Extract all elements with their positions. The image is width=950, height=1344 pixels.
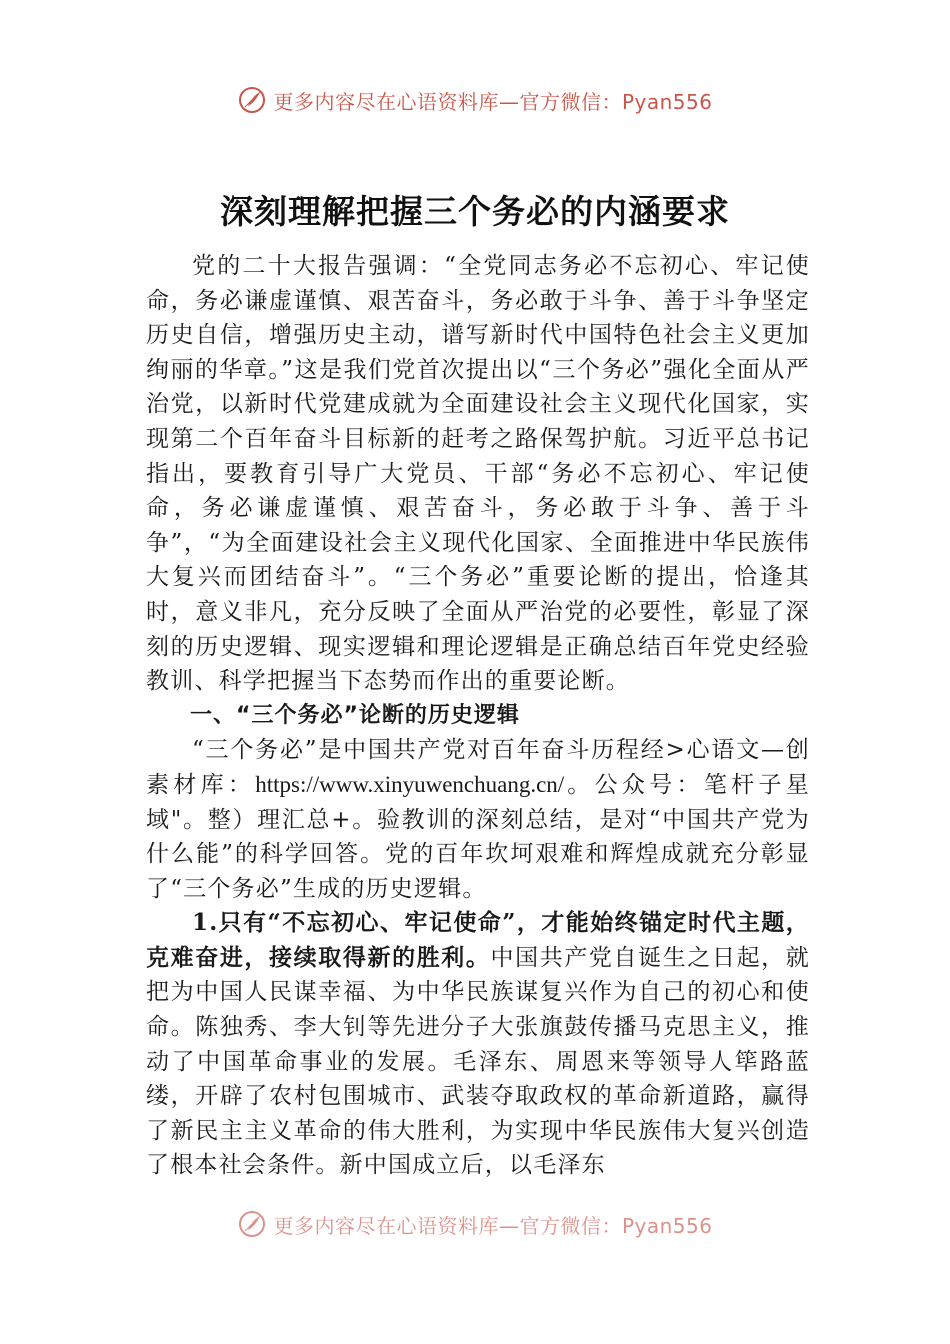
header-watermark: [0, 80, 950, 120]
watermark-text: 更多内容尽在心语资料库—官方微信：Pyan556: [273, 1213, 713, 1238]
paragraph-text: “三个务必”是中国共产党对百年奋斗历程经>心语文—创素材库：: [146, 737, 810, 798]
point-1-lead: 1.只有“不忘初心、牢记使命”，才能始终锚定时代主题，克难奋进，接续取得新的胜利。: [146, 909, 810, 971]
watermark-text: 更多内容尽在心语资料库—官方微信：Pyan556: [273, 89, 713, 114]
paragraph-point-1: [146, 906, 810, 1183]
document-title: 深刻理解把握三个务必的内涵要求: [220, 192, 730, 231]
footer-watermark: [0, 1204, 950, 1244]
paragraph-intro: 党的二十大报告强调：“全党同志务必不忘初心、牢记使命，务必谦虚谨慎、艰苦奋斗，务必敢于斗争、善于斗争坚定历史自信，增强历史主动，谱写新时代中国特色社会主义更加绚丽的华章。”这是我们党首次提出以“三个务必”强化全面从严治党，以新时代党建成就为全面建设社会主义现代化国家，实现第二个百年奋斗目标新的赶考之路保驾护航。习近平总书记指出，要教育引导广大党员、干部“务必不忘初心、牢记使命，务必谦虚谨慎、艰苦奋斗，务必敢于斗争、善于斗争”，“为全面建设社会主义现代化国家、全面推进中华民族伟大复兴而团结奋斗”。“三个务必”重要论断的提出，恰逢其时，意义非凡，充分反映了全面从严治党的必要性，彰显了深刻的历史逻辑、现实逻辑和理论逻辑是正确总结百年党史经验教训、科学把握当下态势而作出的重要论断。: [146, 253, 810, 695]
source-url: https://www.xinyuwenchuang.cn/: [255, 771, 565, 797]
paragraph-text: 。公众号：笔杆子星域"。整）理汇总+。验教训的深刻总结，是对“中国共产党为什么能”的科学回答。党的百年坎坷艰难和辉煌成就充分彰显了“三个务必”生成的历史逻辑。: [146, 771, 810, 902]
quill-logo-icon: [237, 85, 267, 115]
document-body: [146, 249, 810, 1183]
paragraph-history-logic: [146, 733, 810, 906]
section-heading-1: 一、“三个务必”论断的历史逻辑: [190, 702, 520, 728]
quill-logo-icon: [237, 1209, 267, 1239]
point-1-text: 中国共产党自诞生之日起，就把为中国人民谋幸福、为中华民族谋复兴作为自己的初心和使命。陈独秀、李大钊等先进分子大张旗鼓传播马克思主义，推动了中国革命事业的发展。毛泽东、周恩来等领导人筚路蓝缕，开辟了农村包围城市、武装夺取政权的革命新道路，赢得了新民主主义革命的伟大胜利，为实现中华民族伟大复兴创造了根本社会条件。新中国成立后，以毛泽东: [146, 944, 810, 1179]
